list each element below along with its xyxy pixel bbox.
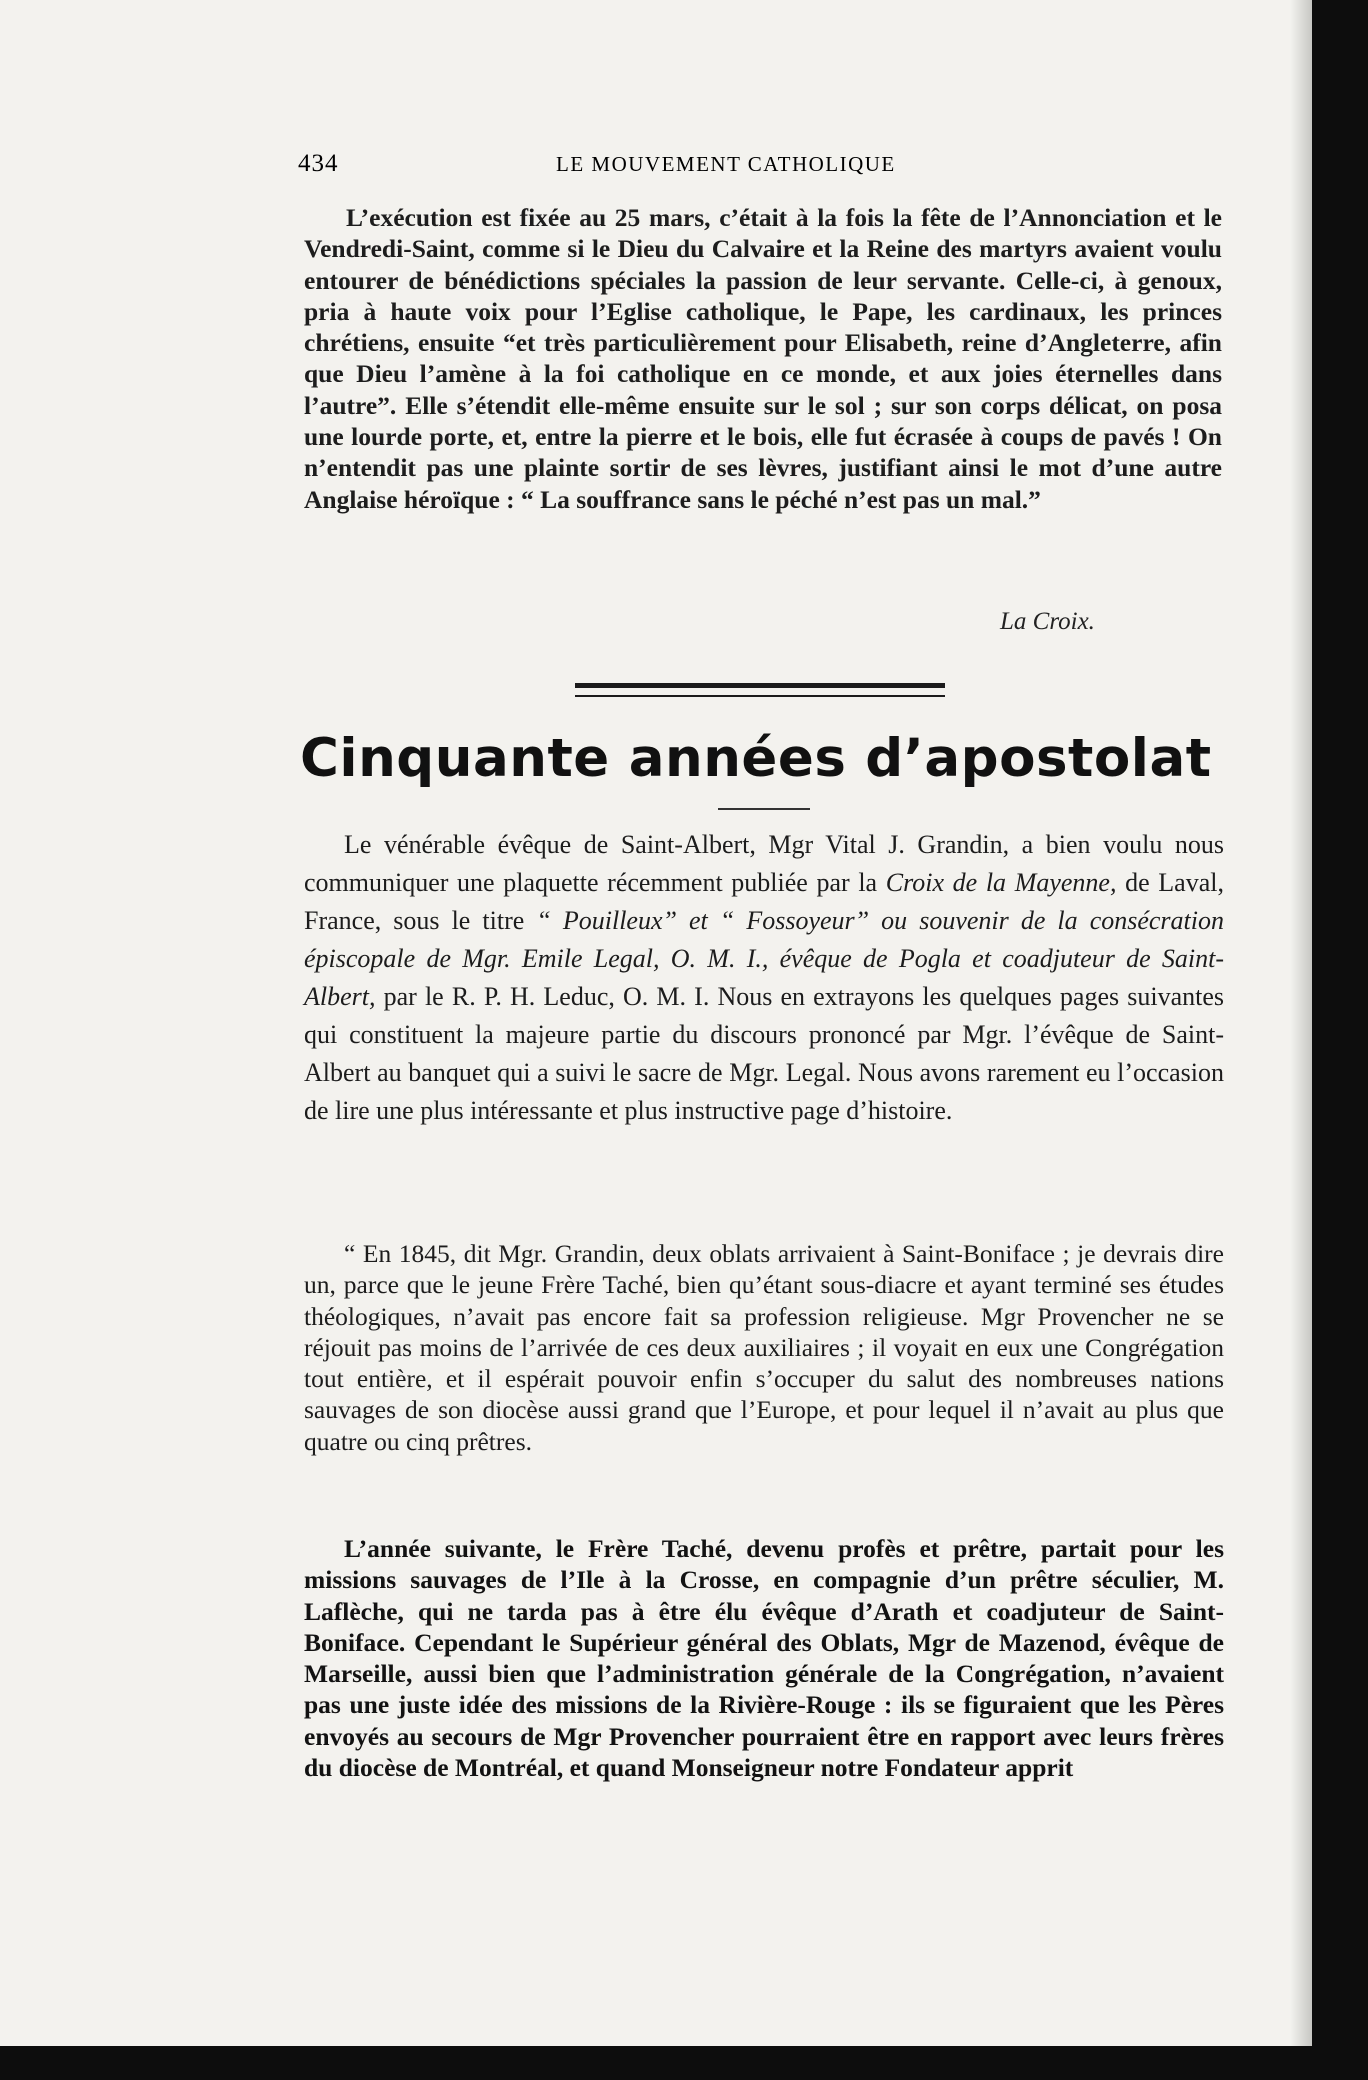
running-title: LE MOUVEMENT CATHOLIQUE [556,152,896,176]
heading-underline [718,808,810,810]
scan-border-bottom [0,2046,1368,2080]
intro-text-1: Le vénérable évêque de Saint-Albert, Mgr Vital J. Grandin, a bien voulu nous communiquer une plaquette récemment publiée par la [304,830,1224,897]
source-attribution: La Croix. [1000,608,1095,635]
intro-text-3: par le R. P. H. Leduc, O. M. I. Nous en extrayons les quelques pages suivantes qui constituent la majeure partie du discours prononcé par Mgr. l’évêque de Saint-Albert au banquet qui a suivi le sacre de Mgr. Legal. Nous avons rarement eu l’occasion de lire une plus intéressante et plus instructive page d’histoire. [304,982,1224,1125]
page-edge-shadow [1290,0,1312,2080]
intro-text-2: de Laval, France, sous le titre [304,868,1224,935]
article-heading: Cinquante années d’apostolat [300,728,1212,789]
paragraph-execution: L’exécution est fixée au 25 mars, c’était à la fois la fête de l’Annonciation et le Vendredi-Saint, comme si le Dieu du Calvaire et la Reine des martyrs avaient voulu entourer de bénédictions spéciales la passion de leur servante. Celle-ci, à genoux, pria à haute voix pour l’Eglise catholique, le Pape, les cardinaux, les princes chrétiens, ensuite “et très particulièrement pour Elisabeth, reine d’Angleterre, afin que Dieu l’amène à la foi catholique en ce monde, et aux joies éternelles dans l’autre”. Elle s’étendit elle-même ensuite sur le sol ; sur son corps délicat, on posa une lourde porte, et, entre la pierre et le bois, elle fut écrasée à coups de pavés ! On n’entendit pas une plainte sortir de ses lèvres, justifiant ainsi le mot d’une autre Anglaise héroïque : “ La souffrance sans le péché n’est pas un mal.” [304,203,1222,514]
paragraph-grandin-speech: “ En 1845, dit Mgr. Grandin, deux oblats arrivaient à Saint-Boniface ; je devrais dire un, parce que le jeune Frère Taché, bien qu’étant sous-diacre et ayant terminé ses études théologiques, n’avait pas encore fait sa profession religieuse. Mgr Provencher ne se réjouit pas moins de l’arrivée de ces deux auxiliaires ; il voyait en eux une Congrégation tout entière, et il espérait pouvoir enfin s’occuper du salut des nombreuses nations sauvages de son diocèse aussi grand que l’Europe, et pour lequel il n’avait au plus que quatre ou cinq prêtres. [304,1239,1224,1456]
paragraph-following-year: L’année suivante, le Frère Taché, devenu profès et prêtre, partait pour les missions sauvages de l’Ile à la Crosse, en compagnie d’un prêtre séculier, M. Laflèche, qui ne tarda pas à être élu évêque d’Arath et coadjuteur de Saint-Boniface. Cependant le Supérieur général des Oblats, Mgr de Mazenod, évêque de Marseille, aussi bien que l’administration générale de la Congrégation, n’avaient pas une juste idée des missions de la Rivière-Rouge : ils se figuraient que les Pères envoyés au secours de Mgr Provencher pourraient être en rapport avec leurs frères du diocèse de Montréal, et quand Monseigneur notre Fondateur apprit [304,1534,1224,1783]
page-number: 434 [298,150,339,177]
section-divider-thin [575,695,945,697]
intro-italic-publication: Croix de la Mayenne, [885,868,1117,897]
intro-italic-title: “ Pouilleux” et “ Fossoyeur” ou souvenir de la consécration épiscopale de Mgr. Emile Legal, O. M. I., évêque de Pogla et coadjuteur de Saint-Albert, [304,906,1225,1011]
running-header [298,150,958,190]
paragraph-intro [304,826,1224,1130]
section-divider-thick [575,683,945,688]
